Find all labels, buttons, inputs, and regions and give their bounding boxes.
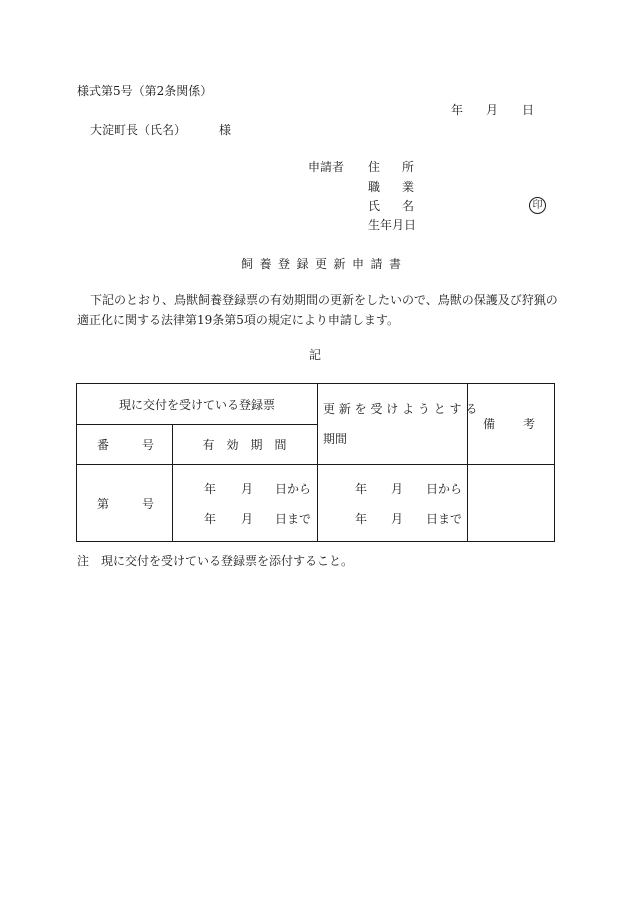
table-header-remarks-char-1: 備 (483, 417, 496, 431)
date-day-label: 日 (522, 103, 535, 117)
date-month-label: 月 (486, 103, 499, 117)
seal-mark: 印 (529, 197, 546, 214)
update-to-month: 月 (391, 512, 404, 526)
field-label-address-char-1: 住 (368, 160, 381, 174)
form-number: 様式第5号（第2条関係） (77, 84, 213, 98)
table-cell-permit-number (97, 497, 154, 511)
table-subheader-number-char-2: 号 (141, 438, 154, 452)
update-from-day: 日から (426, 482, 463, 496)
table-header-update-period-line-1: 更 新 を 受 け よ う と す る (323, 402, 478, 416)
record-table (76, 383, 555, 542)
date-year-label: 年 (451, 103, 464, 117)
current-from-month: 月 (241, 482, 254, 496)
current-to-day: 日まで (275, 512, 312, 526)
table-subheader-validity-period: 有 効 期 間 (202, 438, 287, 452)
footnote: 注 現に交付を受けている登録票を添付すること。 (77, 554, 354, 568)
current-to-month: 月 (241, 512, 254, 526)
table-header-current-permit: 現に交付を受けている登録票 (118, 398, 275, 412)
table-line-header-bottom (77, 464, 554, 465)
addressee-honorific: 様 (219, 123, 232, 137)
table-header-update-period-line-2: 期間 (323, 432, 348, 446)
field-label-occupation (368, 180, 414, 194)
body-text-line-1: 下記のとおり、鳥獣飼養登録票の有効期間の更新をしたいので、鳥獣の保護及び狩猟の (90, 293, 558, 307)
table-header-remarks (483, 417, 535, 431)
table-line-current-header (77, 424, 317, 425)
table-header-remarks-char-2: 考 (522, 417, 535, 431)
field-label-address-char-2: 所 (401, 160, 414, 174)
update-from-month: 月 (391, 482, 404, 496)
field-label-occupation-char-2: 業 (401, 180, 414, 194)
current-from-day: 日から (275, 482, 312, 496)
field-label-name (368, 199, 414, 213)
table-subheader-number (97, 438, 154, 452)
body-text-line-2: 適正化に関する法律第19条第5項の規定により申請します。 (77, 313, 399, 327)
update-from-year: 年 (355, 482, 368, 496)
field-label-name-char-2: 名 (401, 199, 414, 213)
field-label-address (368, 160, 414, 174)
applicant-label: 申請者 (308, 160, 345, 174)
field-label-name-char-1: 氏 (368, 199, 381, 213)
document-title: 飼養登録更新申請書 (241, 257, 408, 271)
table-cell-permit-number-prefix: 第 (97, 497, 110, 511)
table-cell-permit-number-suffix: 号 (141, 497, 154, 511)
current-to-year: 年 (204, 512, 217, 526)
update-to-year: 年 (355, 512, 368, 526)
update-to-day: 日まで (426, 512, 463, 526)
current-from-year: 年 (204, 482, 217, 496)
ki-heading: 記 (309, 348, 322, 362)
field-label-occupation-char-1: 職 (368, 180, 381, 194)
addressee: 大淀町長（氏名） (90, 123, 187, 137)
field-label-birthdate: 生年月日 (368, 218, 417, 232)
table-line-current-divider (317, 384, 318, 541)
table-subheader-number-char-1: 番 (97, 438, 110, 452)
